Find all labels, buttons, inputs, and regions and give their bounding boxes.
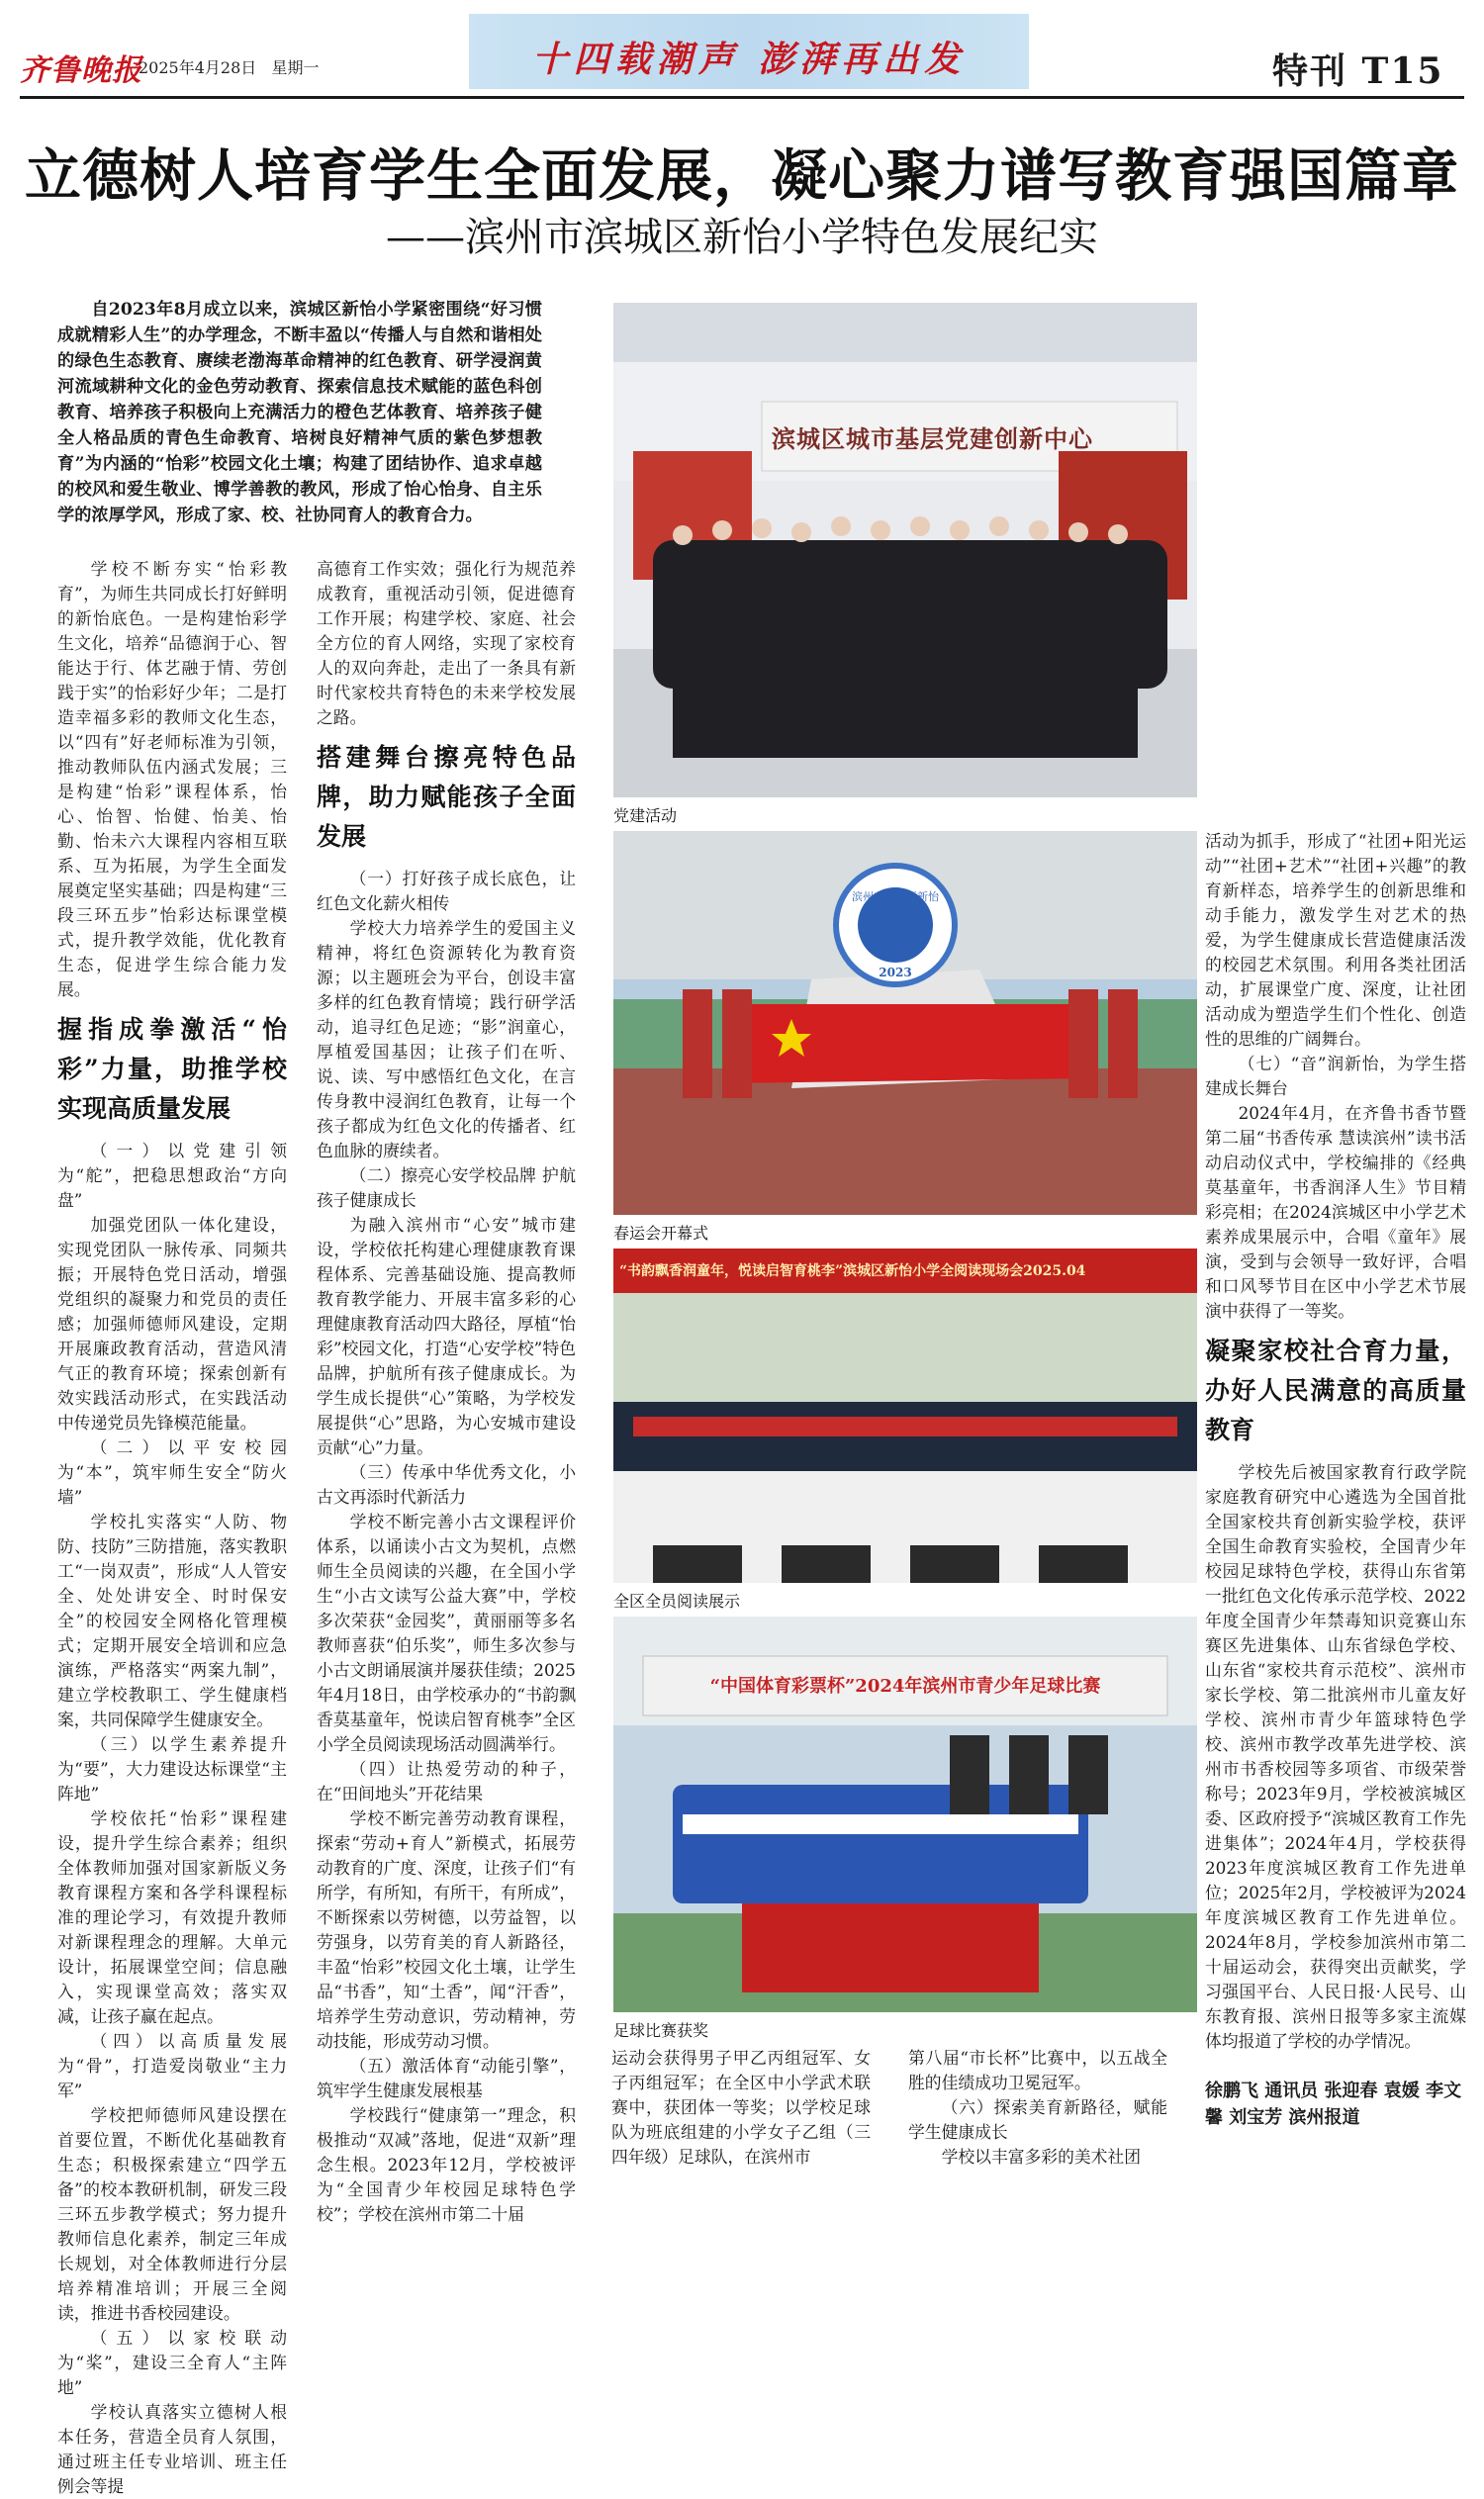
football-match-banner: “中国体育彩票杯”2024年滨州市青少年足球比赛 [709,1676,1101,1697]
paragraph: 高德育工作实效；强化行为规范养成教育，重视活动引领，促进德育工作开展；构建学校、家庭、社会全方位的育人网络，实现了家校育人的双向奔赴，走出了一条具有新时代家校共育特色的未来学校发展之路。 [317,559,576,727]
subsection-heading: （一）以党建引领为“舵”，把稳思想政治“方向盘” [57,1141,287,1210]
paragraph: 学校以丰富多彩的美术社团 [941,2147,1141,2167]
subsection-heading: （二）以平安校园为“本”，筑牢师生安全“防火墙” [57,1437,287,1507]
paragraph: 学校不断完善劳动教育课程，探索“劳动+育人”新模式，拓展劳动教育的广度、深度，让孩子们“有所学，有所知，有所干，有所成”，不断探索以劳树德，以劳益智，以劳强身，以劳育美的育人新路径，丰盈“怡彩”校园文化土壤，让学生品“书香”，知“土香”，闻“汗香”，培养学生劳动意识，劳动精神，劳动技能，形成劳动习惯。 [317,1808,576,2051]
header-rule [20,96,1464,99]
party-center-sign: 滨城区城市基层党建创新中心 [772,424,1093,453]
paragraph: 第八届“市长杯”比赛中，以五战全胜的佳绩成功卫冕冠军。 [908,2048,1167,2092]
byline: 徐鹏飞 通讯员 张迎春 袁媛 李文馨 刘宝芳 滨州报道 [1205,2081,1462,2128]
section-heading: 凝聚家校社合育力量，办好人民满意的高质量教育 [1205,1337,1466,1444]
bottom-column-1 [611,2046,871,2170]
paragraph: 加强党团队一体化建设，实现党团队一脉传承、同频共振；开展特色党日活动，增强党组织的凝聚力和党员的责任感；加强师德师风建设，定期开展廉政教育活动，营造风清气正的教育环境；探索创新有效实践活动形式，在实践活动中传递党员先锋模范能量。 [57,1215,287,1433]
paragraph: 学校践行“健康第一”理念，积极推动“双减”落地，促进“双新”理念生根。2023年12月，学校被评为“全国青少年校园足球特色学校”；学校在滨州市第二十届 [317,2105,576,2224]
paragraph: 学校依托“怡彩”课程建设，提升学生综合素养；组织全体教师加强对国家新版义务教育课程方案和各学科课程标准的理论学习，有效提升教师对新课程理念的理解。大单元设计，拓展课堂空间；信息融入，实现课堂高效；落实双减，让孩子赢在起点。 [57,1808,287,2026]
paragraph: 学校不断完善小古文课程评价体系，以诵读小古文为契机，点燃师生全员阅读的兴趣，在全国小学生“小古文读写公益大赛”中，学校多次荣获“金园奖”，黄丽丽等多名教师喜获“伯乐奖”，师生多次参与小古文朗诵展演并屡获佳绩；2025年4月18日，由学校承办的“书韵飘香莫基童年，悦读启智育桃李”全区小学全员阅读现场活动圆满举行。 [317,1512,576,1754]
paragraph: 运动会获得男子甲乙丙组冠军、女子丙组冠军；在全区中小学武术联赛中，获团体一等奖；以学校足球队为班底组建的小学女子乙组（三四年级）足球队，在滨州市 [611,2048,871,2167]
subsection-heading: （五）以家校联动为“桨”，建设三全育人“主阵地” [57,2328,287,2397]
caption-football-award: 足球比赛获奖 [613,2021,709,2040]
paragraph: 学校大力培养学生的爱国主义精神，将红色资源转化为教育资源；以主题班会为平台，创设丰富多样的红色教育情境；践行研学活动，追寻红色足迹；“影”润童心，厚植爱国基因；让孩子们在听、说、读、写中感悟红色文化，在言传身教中浸润红色教育，让每一个孩子都成为红色文化的传播者、红色血脉的赓续者。 [317,918,576,1160]
subsection-heading: （四）以高质量发展为“骨”，打造爱岗敬业“主力军” [57,2031,287,2100]
subsection-heading: （二）擦亮心安学校品牌 护航孩子健康成长 [317,1165,576,1210]
paragraph: 学校认真落实立德树人根本任务，营造全员育人氛围，通过班主任专业培训、班主任例会等提 [57,2402,287,2496]
photo-reading-showcase [613,1249,1197,1583]
reading-event-banner: “书韵飘香润童年，悦读启智育桃李”滨城区新怡小学全阅读现场会2025.04 [619,1263,1086,1279]
column-3 [1205,829,1466,2054]
paragraph: 学校不断夯实“怡彩教育”，为师生共同成长打好鲜明的新怡底色。一是构建怡彩学生文化，培养“品德润于心、智能达于行、体艺融于情、劳创践于实”的怡彩好少年；二是打造幸福多彩的教师文化生态，以“四有”好老师标准为引领，推动教师队伍内涵式发展；三是构建“怡彩”课程体系，怡心、怡智、怡健、怡美、怡勤、怡未六大课程内容相互联系、互为拓展，为学生全面发展奠定坚实基础；四是构建“三段三环五步”怡彩达标课堂模式，提升教学效能，优化教育生态，促进学生综合能力发展。 [57,559,287,999]
subsection-heading: （五）激活体育“动能引擎”，筑牢学生健康发展根基 [317,2056,576,2100]
date-text: 2025年4月28日 [139,58,257,77]
bottom-column-2 [908,2046,1167,2170]
subsection-heading: （四）让热爱劳动的种子，在“田间地头”开花结果 [317,1759,576,1804]
subsection-heading: （一）打好孩子成长底色，让红色文化薪火相传 [317,869,576,913]
anniversary-banner [469,14,1029,89]
masthead-logo: 齐鲁晚报 [20,53,142,88]
photo-sports-opening [613,831,1197,1215]
weekday-text: 星期一 [271,58,320,77]
intro-text: 自2023年8月成立以来，滨城区新怡小学紧密围绕“好习惯成就精彩人生”的办学理念，不断丰盈以“传播人与自然和谐相处的绿色生态教育、赓续老渤海革命精神的红色教育、研学浸润黄河流域耕种文化的金色劳动教育、探索信息技术赋能的蓝色科创教育、培养孩子积极向上充满活力的橙色艺体教育、培养孩子健全人格品质的青色生命教育、培树良好精神气质的紫色梦想教育”为内涵的“怡彩”校园文化土壤；构建了团结协作、追求卓越的校风和爱生敬业、博学善教的教风，形成了怡心怡身、自主乐学的浓厚学风，形成了家、校、社协同育人的教育合力。 [57,300,542,525]
section-heading: 搭建舞台擦亮特色品牌，助力赋能孩子全面发展 [317,743,576,851]
caption-sports-opening: 春运会开幕式 [613,1224,709,1243]
school-badge-year: 2023 [879,966,912,979]
paragraph: 2024年4月，在齐鲁书香节暨第二届“书香传承 慧读滨州”读书活动启动仪式中，学校编排的《经典莫基童年，书香润泽人生》节目精彩亮相；在2024滨城区中小学艺术素养成果展示中，合唱《童年》展演，受到与会领导一致好评，合唱和口风琴节目在区中小学艺术节展演中获得了一等奖。 [1205,1103,1466,1321]
section-heading: 握指成拳激活“怡彩”力量，助推学校实现高质量发展 [57,1015,287,1123]
paragraph: 学校把师德师风建设摆在首要位置，不断优化基础教育生态；积极探索建立“四学五备”的校本教研机制，研发三段三环五步教学模式；努力提升教师信息化素养，制定三年成长规划，对全体教师进行分层培养精准培训；开展三全阅读，推进书香校园建设。 [57,2105,287,2323]
party-building-illustration [613,303,1197,797]
paragraph: 学校先后被国家教育行政学院家庭教育研究中心遴选为全国首批全国家校共育创新实验学校，获评全国生命教育实验校，全国青少年校园足球特色学校，获得山东省第一批红色文化传承示范学校、2022年度全国青少年禁毒知识竞赛山东赛区先进集体、山东省绿色学校、山东省“家校共育示范校”、滨州市家长学校、第二批滨州市儿童友好学校、滨州市青少年篮球特色学校、滨州市教学改革先进学校、滨州市书香校园等多项省、市级荣誉称号；2023年9月，学校被滨城区委、区政府授予“滨城区教育工作先进集体”；2024年4月，学校获得2023年度滨城区教育工作先进单位；2025年2月，学校被评为2024年度滨城区教育工作先进单位。2024年8月，学校参加滨州市第二十届运动会，获得突出贡献奖，学习强国平台、人民日报·人民号、山东教育报、滨州日报等多家主流媒体均报道了学校的办学情况。 [1205,1462,1466,2051]
school-badge-text: 滨州市滨城区新怡小学 [852,890,939,919]
paragraph: 活动为抓手，形成了“社团+阳光运动”“社团+艺术”“社团+兴趣”的教育新样态，培养学生的创新思维和动手能力，激发学生对艺术的热爱，为学生健康成长营造健康活泼的校园艺术氛围。利用各类社团活动，扩展课堂广度、深度，让社团活动成为塑造学生们个性化、创造性的思维的广阔舞台。 [1205,831,1466,1049]
subsection-heading: （七）“音”润新怡，为学生搭建成长舞台 [1205,1054,1466,1098]
subheadline: ——滨州市滨城区新怡小学特色发展纪实 [386,215,1098,260]
photo-party-building [613,303,1197,797]
edition-label: 特刊 T15 [1272,50,1444,92]
column-1 [57,557,287,2499]
paragraph: 学校扎实落实“人防、物防、技防”三防措施，落实教职工“一岗双责”，形成“人人管安全、处处讲安全、时时保安全”的校园安全网格化管理模式；定期开展安全培训和应急演练，严格落实“两案九制”，建立学校教职工、学生健康档案，共同保障学生健康安全。 [57,1512,287,1729]
paragraph: 为融入滨州市“心安”城市建设，学校依托构建心理健康教育课程体系、完善基础设施、提高教师教育教学能力、开展丰富多彩的心理健康教育活动四大路径，厚植“怡彩”校园文化，打造“心安学校”特色品牌，护航所有孩子健康成长。为学生成长提供“心”策略，为学校发展提供“心”思路，为心安城市建设贡献“心”力量。 [317,1215,576,1457]
banner-slogan: 十四载潮声 澎湃再出发 [531,39,967,80]
subsection-heading: （三）传承中华优秀文化，小古文再添时代新活力 [317,1462,576,1507]
caption-reading-showcase: 全区全员阅读展示 [613,1592,741,1611]
column-2 [317,557,576,2227]
publication-date [139,55,320,78]
headline: 立德树人培育学生全面发展，凝心聚力谱写教育强国篇章 [25,142,1459,209]
subsection-heading: （六）探索美育新路径，赋能学生健康成长 [908,2097,1167,2142]
intro-paragraph [57,297,542,528]
caption-party-building: 党建活动 [613,806,678,825]
photo-football-award [613,1617,1197,2012]
reading-showcase-illustration [613,1249,1197,1583]
subsection-heading: （三）以学生素养提升为“要”，大力建设达标课堂“主阵地” [57,1734,287,1804]
